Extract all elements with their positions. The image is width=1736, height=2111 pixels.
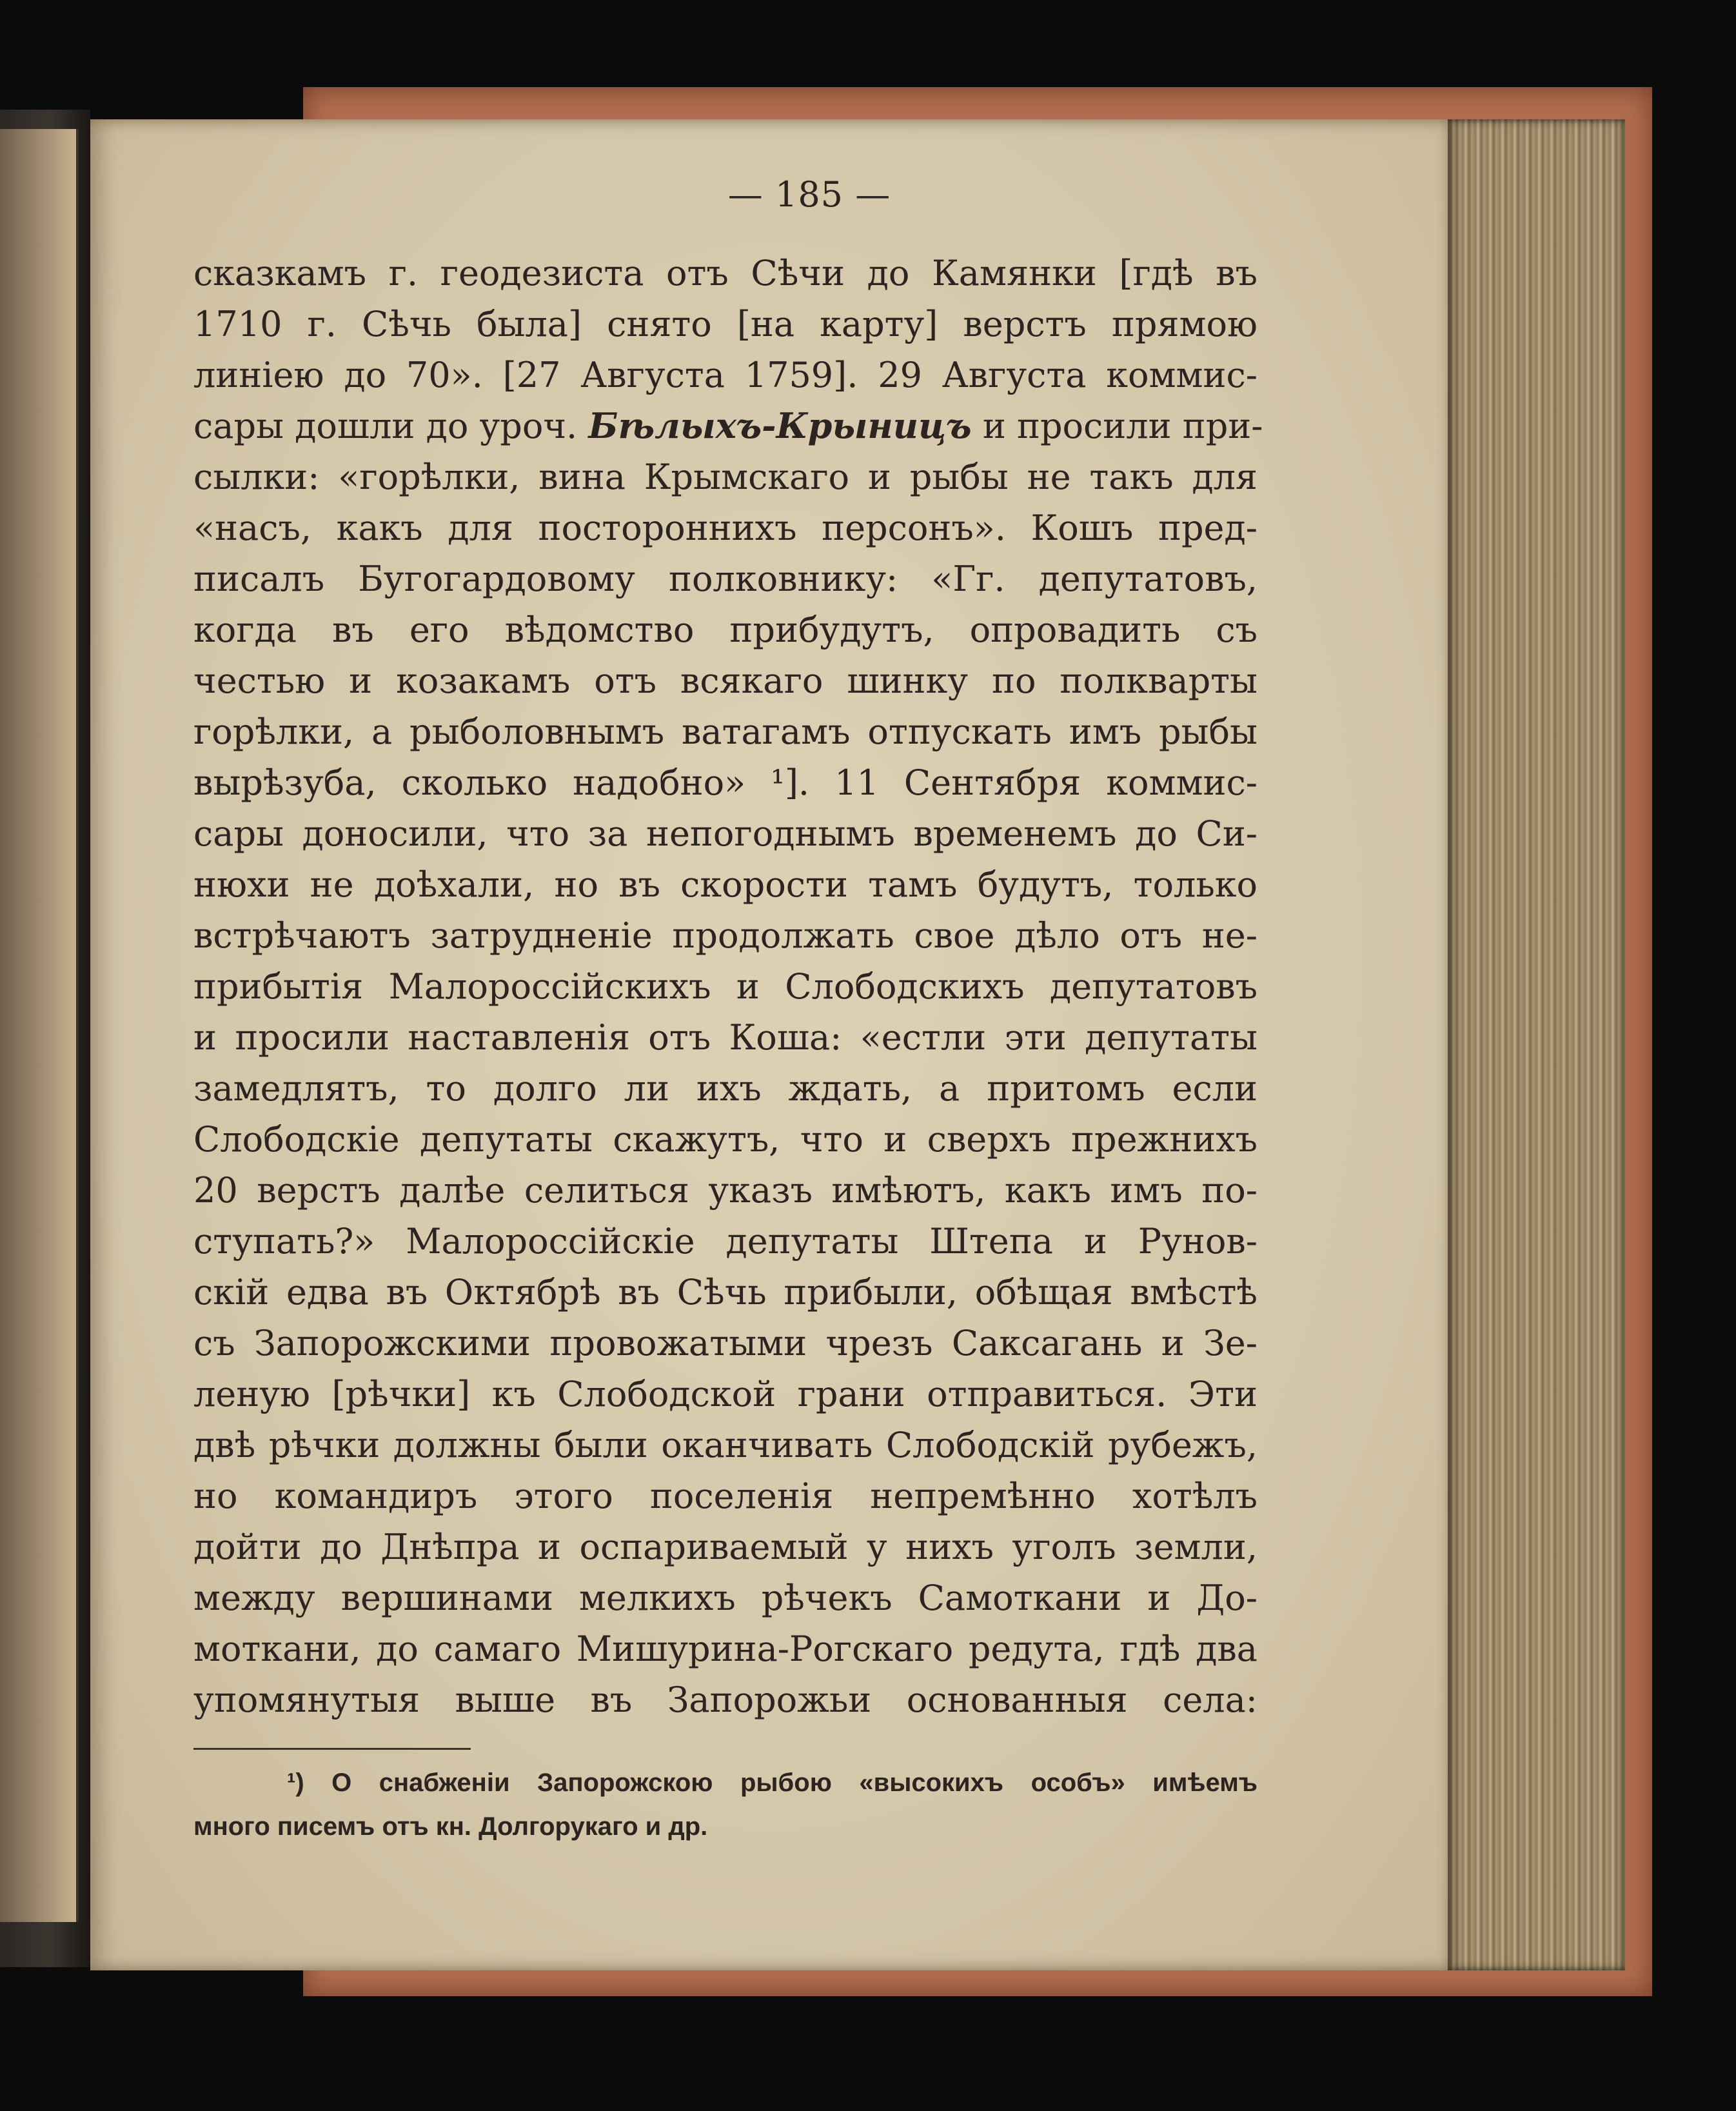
text-line: моткани, до самаго Мишурина-Рогскаго редута, гдѣ два xyxy=(193,1629,1258,1669)
text-line: сылки: «горѣлки, вина Крымскаго и рыбы не такъ для xyxy=(193,457,1258,497)
text-line: и просили наставленiя отъ Коша: «естли эти депутаты xyxy=(193,1017,1258,1058)
text-line: Слободскiе депутаты скажутъ, что и сверхъ прежнихъ xyxy=(193,1119,1258,1160)
text-line: линiею до 70». [27 Августа 1759]. 29 Августа коммис- xyxy=(193,355,1258,395)
text-line-emphasis xyxy=(193,401,1263,451)
footnote-divider xyxy=(193,1748,471,1750)
text-segment: и просили при- xyxy=(971,406,1263,446)
body-text xyxy=(193,248,1263,1725)
text-line: 1710 г. Сѣчь была] снято [на карту] верстъ прямою xyxy=(193,304,1258,344)
text-line: съ Запорожскими провожатыми чрезъ Саксагань и Зе- xyxy=(193,1323,1258,1363)
page-number: — 185 — xyxy=(727,174,891,215)
text-segment: сары дошли до уроч. xyxy=(193,406,589,446)
text-line: встрѣчаютъ затрудненiе продолжать свое дѣло отъ не- xyxy=(193,915,1258,956)
footnote xyxy=(193,1761,1258,1848)
text-line: упомянутыя выше въ Запорожьи основанныя села: xyxy=(193,1680,1258,1720)
text-line: сары доносили, что за непогоднымъ временемъ до Си- xyxy=(193,813,1258,854)
text-line: скiй едва въ Октябрѣ въ Сѣчь прибыли, обѣщая вмѣстѣ xyxy=(193,1272,1258,1313)
text-line: прибытiя Малороссiйскихъ и Слободскихъ депутатовъ xyxy=(193,966,1258,1007)
text-line: нюхи не доѣхали, но въ скорости тамъ будутъ, только xyxy=(193,864,1258,905)
text-line: писалъ Бугогардовому полковнику: «Гг. депутатовъ, xyxy=(193,559,1258,599)
text-line: но командиръ этого поселенiя непремѣнно хотѣлъ xyxy=(193,1476,1258,1516)
place-name-italic: Бѣлыхъ-Крыницъ xyxy=(588,405,972,446)
text-line: 20 верстъ далѣе селиться указъ имѣютъ, какъ имъ по- xyxy=(193,1170,1258,1211)
text-line: честью и козакамъ отъ всякаго шинку по полкварты xyxy=(193,660,1258,701)
left-page-edge xyxy=(0,129,79,1922)
page-stack-edges xyxy=(1448,119,1625,1970)
text-line: дойти до Днѣпра и оспариваемый у нихъ уголъ земли, xyxy=(193,1527,1258,1567)
text-line: горѣлки, а рыболовнымъ ватагамъ отпускать имъ рыбы xyxy=(193,711,1258,752)
text-line: сказкамъ г. геодезиста отъ Сѣчи до Камянки [гдѣ въ xyxy=(193,253,1258,293)
footnote-line: ¹) О снабженiи Запорожскою рыбою «высокихъ особъ» имѣемъ xyxy=(287,1769,1258,1797)
text-line: ступать?» Малороссiйскiе депутаты Штепа и Рунов- xyxy=(193,1221,1258,1262)
footnote-line: много писемъ отъ кн. Долгорукаго и др. xyxy=(193,1812,708,1841)
text-line: вырѣзуба, сколько надобно» ¹]. 11 Сентября коммис- xyxy=(193,762,1258,803)
text-line: «насъ, какъ для постороннихъ персонъ». Кошъ пред- xyxy=(193,508,1258,548)
text-line: леную [рѣчки] къ Слободской грани отправиться. Эти xyxy=(193,1374,1258,1414)
text-line: замедлятъ, то долго ли ихъ ждать, а притомъ если xyxy=(193,1068,1258,1109)
text-line: между вершинами мелкихъ рѣчекъ Самоткани и До- xyxy=(193,1578,1258,1618)
text-line: двѣ рѣчки должны были оканчивать Слободскiй рубежъ, xyxy=(193,1425,1258,1465)
text-line: когда въ его вѣдомство прибудутъ, опровадить съ xyxy=(193,610,1258,650)
